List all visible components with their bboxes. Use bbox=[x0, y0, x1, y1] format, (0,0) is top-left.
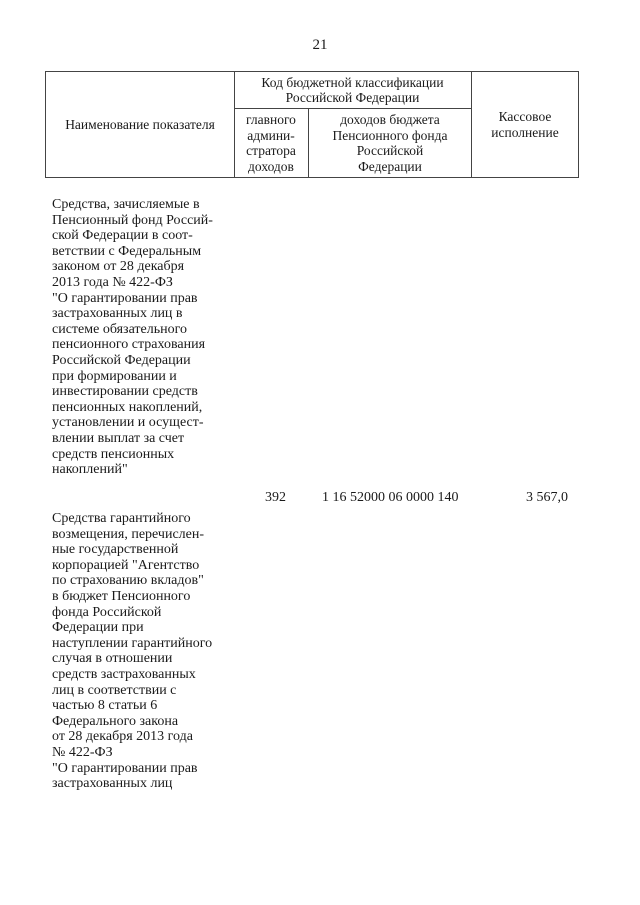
header-admin-column: главного админи- стратора доходов bbox=[246, 112, 296, 174]
row-1-amount: 3 567,0 bbox=[526, 490, 568, 505]
header-exec-column: Кассовое исполнение bbox=[491, 109, 559, 140]
row-2-name: Средства гарантийного возмещения, перечислен- ные государственной корпорацией "Агентство по страхованию вкладов" в бюджет Пенсионного фонда Российской Федерации при наступлении гарантийного случая в отношении средств застрахованных лиц в соответствии с частью 8 статьи 6 Федерального закона от 28 декабря 2013 года № 422-ФЗ "О гарантировании прав застрахованных лиц bbox=[52, 511, 213, 792]
header-code-group: Код бюджетной классификации Российской Федерации bbox=[261, 74, 444, 105]
header-income-column: доходов бюджета Пенсионного фонда Российской Федерации bbox=[332, 112, 448, 174]
row-1-name: Средства, зачисляемые в Пенсионный фонд Россий- ской Федерации в соот- ветствии с Федеральным законом от 28 декабря 2013 года № 422-ФЗ "О гарантировании прав застрахованных лиц в системе обязательного пенсионного страхования Российской Федерации при формировании и инвестировании средств пенсионных накоплений, установлении и осущест- влении выплат за счет средств пенсионных накоплений" bbox=[52, 197, 213, 478]
row-1-admin-code: 392 bbox=[265, 490, 286, 505]
header-name-column: Наименование показателя bbox=[65, 116, 215, 132]
table-header bbox=[45, 71, 579, 178]
page-number: 21 bbox=[312, 37, 328, 53]
row-1-income-code: 1 16 52000 06 0000 140 bbox=[322, 490, 459, 505]
